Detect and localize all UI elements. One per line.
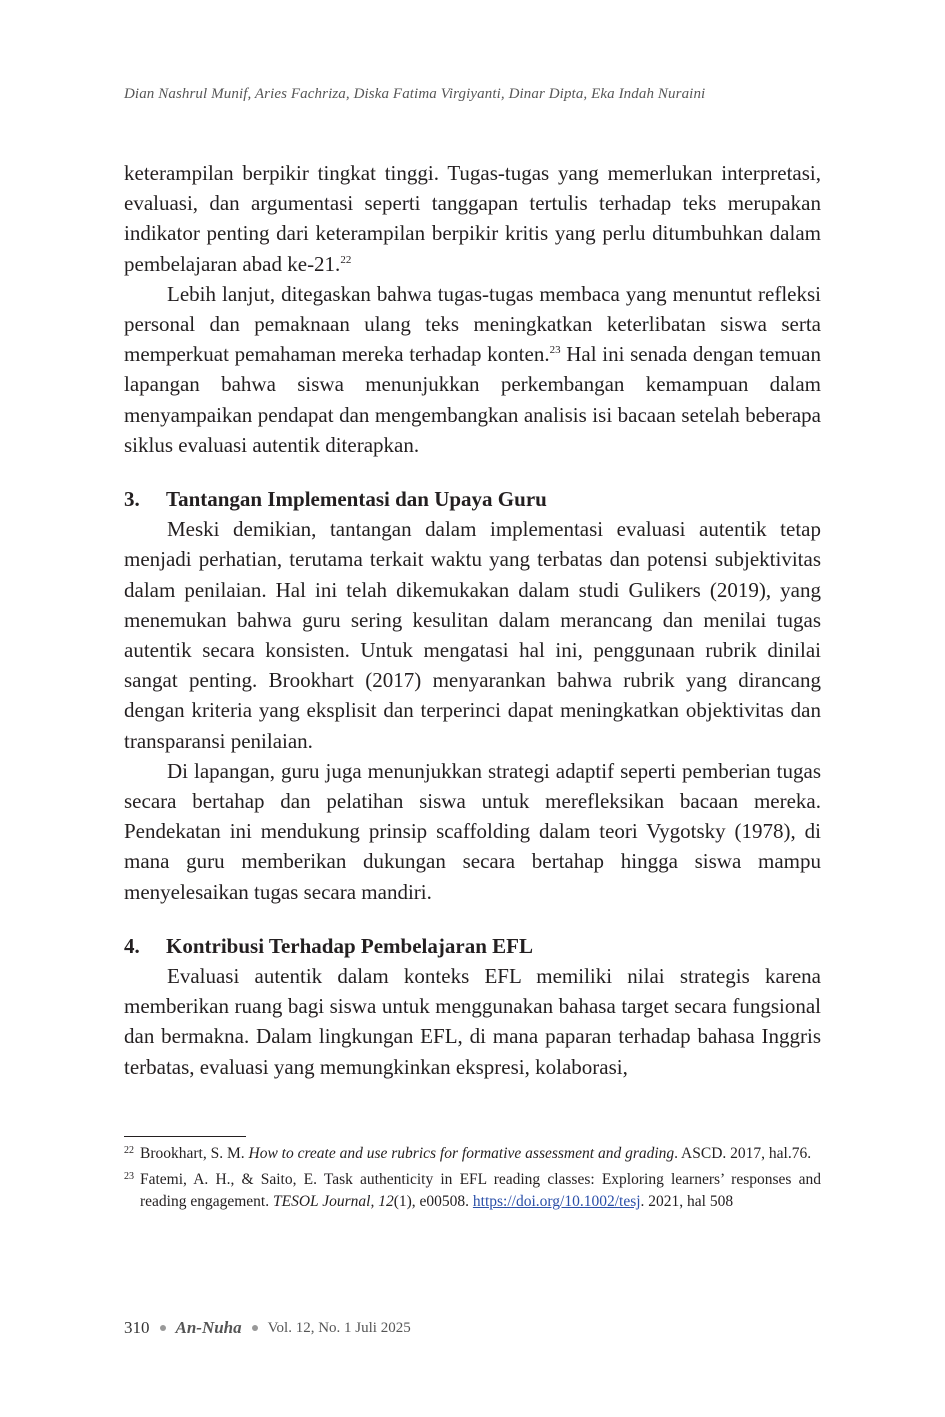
footnote: [124, 1169, 821, 1213]
footnote-divider: [124, 1136, 246, 1137]
doi-link[interactable]: https://doi.org/10.1002/tesj: [472, 1193, 641, 1210]
paragraph: [124, 158, 821, 279]
footnote-text: Brookhart, S. M.: [140, 1145, 249, 1162]
footnote-text: . ASCD. 2017, hal.76.: [674, 1145, 812, 1162]
footnote-text: (1), e00508.: [393, 1193, 473, 1210]
paragraph: Di lapangan, guru juga menunjukkan strategi adaptif seperti pemberian tugas secara bertahap dan pelatihan siswa untuk merefleksikan bacaan mereka. Pendekatan ini mendukung prinsip scaffolding dalam teori Vygotsky (1978), di mana guru memberikan dukungan secara bertahap hingga siswa mampu menyelesaikan tugas secara mandiri.: [124, 758, 821, 904]
footnotes: [124, 1143, 821, 1217]
footnote-journal: TESOL Journal, 12: [272, 1193, 394, 1210]
paragraph: [124, 279, 821, 460]
section-heading: [124, 484, 821, 514]
footnote-number: 22: [124, 1145, 134, 1156]
journal-logo: An-Nuha: [175, 1318, 242, 1337]
footnote-ref[interactable]: 23: [549, 344, 561, 357]
footnote-text: Fatemi, A. H., & Saito, E. Task authenticity in EFL reading classes: Exploring learners’ responses and reading engagement.: [140, 1171, 821, 1210]
footnote-number: 23: [124, 1171, 134, 1182]
paragraph-text: Hal ini senada dengan temuan lapangan bahwa siswa menunjukkan perkembangan kemampuan dalam menyampaikan pendapat dan mengembangkan analisis isi bacaan setelah beberapa siklus evaluasi autentik diterapkan.: [124, 342, 821, 457]
running-head: Dian Nashrul Munif, Aries Fachriza, Diska Fatima Virgiyanti, Dinar Dipta, Eka Indah Nuraini: [124, 86, 706, 102]
footnote-text: . 2021, hal 508: [640, 1193, 734, 1210]
section-title: Tantangan Implementasi dan Upaya Guru: [166, 487, 547, 512]
page-number: 310: [124, 1318, 150, 1337]
footnote-title: How to create and use rubrics for formative assessment and grading: [248, 1145, 675, 1162]
section-heading: [124, 931, 821, 961]
bullet-dot-icon: [252, 1325, 258, 1331]
paragraph-text: Lebih lanjut, ditegaskan bahwa tugas-tugas membaca yang menuntut refleksi personal dan pemaknaan ulang teks meningkatkan keterlibatan siswa serta memperkuat pemahaman mereka terhadap konten.: [124, 281, 821, 367]
section-title: Kontribusi Terhadap Pembelajaran EFL: [166, 933, 533, 958]
paragraph: Evaluasi autentik dalam konteks EFL memiliki nilai strategis karena memberikan ruang bagi siswa untuk menggunakan bahasa target secara fungsional dan bermakna. Dalam lingkungan EFL, di mana paparan terhadap bahasa Inggris terbatas, evaluasi yang memungkinkan ekspresi, kolaborasi,: [124, 964, 821, 1079]
main-text: [124, 158, 821, 1082]
section-number: 3.: [124, 487, 140, 512]
bullet-dot-icon: [160, 1325, 166, 1331]
section-number: 4.: [124, 933, 140, 958]
page-footer: [124, 1318, 411, 1338]
volume-info: Vol. 12, No. 1 Juli 2025: [267, 1319, 411, 1336]
paragraph: Meski demikian, tantangan dalam implementasi evaluasi autentik tetap menjadi perhatian, terutama terkait waktu yang terbatas dan potensi subjektivitas dalam penilaian. Hal ini telah dikemukakan dalam studi Gulikers (2019), yang menemukan bahwa guru sering kesulitan dalam merancang dan menilai tugas autentik secara konsisten. Untuk mengatasi hal ini, penggunaan rubrik dinilai sangat penting. Brookhart (2017) menyarankan bahwa rubrik yang dirancang dengan kriteria yang eksplisit dan terperinci dapat meningkatkan objektivitas dan transparansi penilaian.: [124, 517, 821, 753]
footnote: [124, 1143, 821, 1165]
paragraph-text: keterampilan berpikir tingkat tinggi. Tugas-tugas yang memerlukan interpretasi, evaluasi, dan argumentasi seperti tanggapan tertulis terhadap teks merupakan indikator penting dari keterampilan berpikir kritis yang perlu ditumbuhkan dalam pembelajaran abad ke-21.: [124, 161, 821, 276]
footnote-ref[interactable]: 22: [340, 253, 352, 266]
